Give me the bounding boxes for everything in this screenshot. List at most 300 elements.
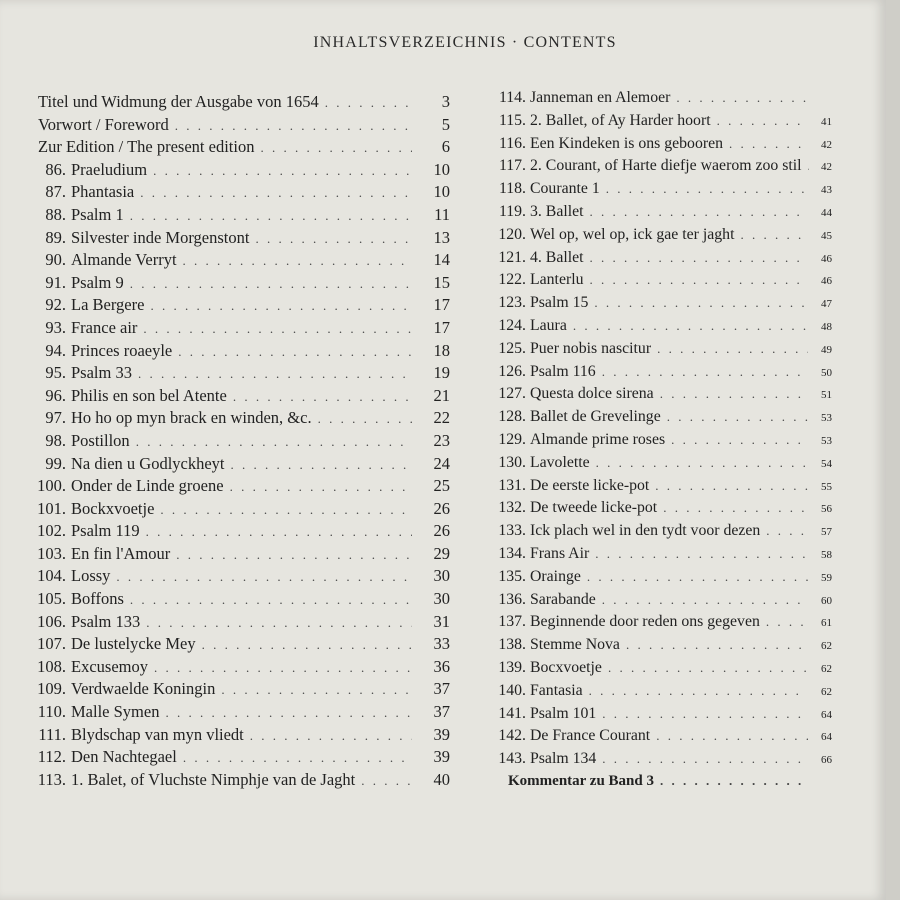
toc-entry-title: Lavolette: [530, 453, 590, 471]
toc-entry-page: 42: [821, 138, 832, 151]
toc-entry-page: 57: [821, 526, 832, 539]
toc-entry-number: 101.: [37, 498, 66, 518]
toc-entry: [20, 770, 450, 793]
toc-entry-number: 116.: [498, 134, 526, 152]
toc-entry-number: 120.: [498, 225, 526, 243]
toc-entry-title: Laura: [530, 316, 567, 334]
toc-entry-page: 46: [821, 275, 832, 288]
toc-leader-dots: [602, 706, 808, 722]
toc-entry-page: 37: [433, 679, 450, 699]
toc-entry-title: Bockxvoetje: [71, 498, 155, 518]
toc-entry-number: 99.: [45, 453, 66, 473]
toc-entry-page: 47: [821, 298, 832, 311]
toc-entry-page: 26: [433, 498, 450, 518]
toc-entry-number: 90.: [45, 250, 66, 270]
toc-entry-number: 105.: [37, 589, 66, 609]
toc-entry-number: 142.: [498, 727, 526, 745]
toc-entry: [20, 363, 450, 386]
toc-entry: [492, 203, 832, 226]
toc-entry-number: 109.: [37, 679, 66, 699]
toc-entry-title: Lanterlu: [530, 271, 584, 289]
toc-entry: [20, 295, 450, 318]
toc-entry-page: 58: [821, 548, 832, 561]
toc-entry: [20, 657, 450, 680]
page-title: INHALTSVERZEICHNIS · CONTENTS: [313, 34, 617, 51]
toc-leader-dots: [183, 253, 412, 269]
toc-entry-title: Princes roaeyle: [71, 340, 173, 360]
toc-entry-title: Sarabande: [530, 590, 596, 608]
toc-entry-title: Excusemoy: [71, 656, 148, 676]
toc-entry-page: 29: [433, 543, 450, 563]
toc-leader-dots: [660, 773, 808, 789]
toc-entry-number: 87.: [45, 182, 66, 202]
toc-leader-dots: [729, 136, 808, 152]
toc-leader-dots: [676, 90, 808, 106]
toc-leader-dots: [657, 341, 808, 357]
toc-entry-page: 53: [821, 434, 832, 447]
toc-entry-title: Bocxvoetje: [530, 658, 602, 676]
toc-entry: [20, 476, 450, 499]
toc-entry: [492, 773, 832, 796]
toc-entry: [492, 135, 832, 158]
toc-entry-number: 143.: [498, 750, 526, 768]
toc-entry-title: Philis en son bel Atente: [71, 385, 227, 405]
toc-leader-dots: [361, 773, 412, 789]
toc-entry: [492, 568, 832, 591]
toc-entry-page: 14: [433, 250, 450, 270]
toc-entry-title: Psalm 134: [530, 750, 597, 768]
toc-entry-title: Psalm 9: [71, 272, 124, 292]
toc-entry-page: 37: [433, 702, 450, 722]
toc-leader-dots: [573, 318, 808, 334]
toc-entry-page: 23: [433, 430, 450, 450]
toc-entry-title: Puer nobis nascitur: [530, 339, 652, 357]
toc-entry-page: 10: [433, 159, 450, 179]
toc-entry-title: 2. Ballet, of Ay Harder hoort: [530, 111, 711, 129]
toc-entry-title: Orainge: [530, 567, 581, 585]
toc-leader-dots: [766, 523, 808, 539]
toc-entry: [492, 408, 832, 431]
toc-leader-dots: [587, 569, 808, 585]
toc-leader-dots: [230, 479, 412, 495]
toc-entry-number: 123.: [498, 294, 526, 312]
toc-entry-number: 98.: [45, 430, 66, 450]
toc-entry-page: 26: [433, 521, 450, 541]
toc-leader-dots: [663, 500, 808, 516]
toc-entry-title: Psalm 1: [71, 204, 124, 224]
toc-entry: [492, 750, 832, 773]
toc-entry-number: 112.: [37, 747, 66, 767]
toc-entry-number: 96.: [45, 385, 66, 405]
toc-entry: [492, 522, 832, 545]
toc-entry-number: 128.: [498, 408, 526, 426]
toc-entry-title: Stemme Nova: [530, 636, 620, 654]
toc-entry-number: 104.: [37, 566, 66, 586]
toc-leader-dots: [160, 502, 412, 518]
toc-entry-number: 118.: [498, 180, 526, 198]
toc-leader-dots: [153, 163, 412, 179]
toc-entry-title: Kommentar zu Band 3: [508, 772, 654, 789]
toc-entry-number: 89.: [45, 227, 66, 247]
toc-leader-dots: [590, 250, 808, 266]
toc-entry: [492, 431, 832, 454]
toc-entry-title: Ick plach wel in den tydt voor dezen: [530, 522, 761, 540]
toc-entry-page: 54: [821, 457, 832, 470]
toc-leader-dots: [606, 181, 808, 197]
toc-leader-dots: [626, 637, 808, 653]
toc-leader-dots: [154, 660, 412, 676]
toc-entry: [20, 702, 450, 725]
toc-entry-number: 121.: [498, 248, 526, 266]
toc-entry-title: Almande prime roses: [530, 430, 666, 448]
toc-entry: [20, 318, 450, 341]
toc-entry-number: 130.: [498, 453, 526, 471]
toc-entry: [492, 340, 832, 363]
contents-right-column: [492, 89, 832, 796]
toc-entry: [492, 294, 832, 317]
toc-entry-title: De eerste licke-pot: [530, 476, 650, 494]
toc-leader-dots: [146, 615, 412, 631]
toc-entry-title: Psalm 133: [71, 611, 141, 631]
toc-entry-number: 94.: [45, 340, 66, 360]
toc-entry-title: Blydschap van myn vliedt: [71, 724, 244, 744]
toc-entry: [20, 499, 450, 522]
toc-entry-number: 135.: [498, 567, 526, 585]
toc-entry-page: 19: [433, 363, 450, 383]
toc-entry-page: 60: [821, 594, 832, 607]
toc-entry-number: 111.: [38, 724, 66, 744]
toc-leader-dots: [671, 432, 808, 448]
toc-entry-page: 3: [441, 92, 450, 111]
toc-entry-page: 62: [821, 640, 832, 653]
toc-entry-title: Titel und Widmung der Ausgabe von 1654: [38, 92, 319, 111]
toc-leader-dots: [116, 569, 412, 585]
toc-entry-title: Verdwaelde Koningin: [71, 679, 216, 699]
toc-leader-dots: [656, 728, 808, 744]
toc-entry-title: Phantasia: [71, 182, 135, 202]
toc-entry-number: 141.: [498, 704, 526, 722]
toc-leader-dots: [233, 389, 412, 405]
toc-leader-dots: [221, 682, 412, 698]
toc-entry-title: Vorwort / Foreword: [38, 114, 169, 134]
toc-entry-title: 2. Courant, of Harte diefje waerom zoo stil: [530, 157, 802, 175]
toc-entry-page: 13: [433, 227, 450, 247]
toc-entry-number: 117.: [498, 157, 526, 175]
toc-entry-number: 124.: [498, 316, 526, 334]
toc-entry-title: Psalm 33: [71, 363, 132, 383]
toc-leader-dots: [146, 524, 412, 540]
toc-entry-page: 6: [441, 137, 450, 157]
toc-entry: [492, 226, 832, 249]
toc-entry-page: 62: [821, 662, 832, 675]
toc-entry: [20, 205, 450, 228]
toc-entry: [20, 228, 450, 251]
toc-entry: [20, 182, 450, 205]
toc-entry-page: 42: [821, 161, 832, 174]
toc-entry-title: Na dien u Godlyckheyt: [71, 453, 225, 473]
toc-entry-title: Ho ho op myn brack en winden, &c.: [71, 408, 312, 428]
toc-entry-page: 22: [433, 408, 450, 428]
toc-entry-page: 50: [821, 366, 832, 379]
toc-entry-title: De tweede licke-pot: [530, 499, 658, 517]
toc-leader-dots: [667, 409, 808, 425]
toc-entry-page: 30: [433, 589, 450, 609]
toc-entry-title: Lossy: [71, 566, 111, 586]
toc-entry-title: Zur Edition / The present edition: [38, 137, 255, 157]
toc-entry-number: 125.: [498, 339, 526, 357]
toc-leader-dots: [150, 298, 412, 314]
toc-leader-dots: [590, 204, 808, 220]
toc-entry: [492, 249, 832, 272]
toc-entry-page: 11: [434, 204, 450, 224]
toc-entry-page: 39: [433, 747, 450, 767]
toc-entry-number: 106.: [37, 611, 66, 631]
toc-entry-page: 40: [433, 769, 450, 789]
toc-entry-title: Ballet de Grevelinge: [530, 408, 661, 426]
toc-leader-dots: [130, 276, 412, 292]
toc-entry-page: 31: [433, 611, 450, 631]
toc-entry-title: En fin l'Amour: [71, 543, 171, 563]
toc-entry-number: 114.: [498, 89, 526, 106]
toc-entry: [492, 682, 832, 705]
toc-entry: [492, 317, 832, 340]
toc-entry-title: Postillon: [71, 430, 130, 450]
toc-entry-title: Psalm 101: [530, 704, 597, 722]
toc-entry: [20, 521, 450, 544]
toc-leader-dots: [140, 185, 412, 201]
toc-entry-page: 49: [821, 343, 832, 356]
toc-entry-title: De France Courant: [530, 727, 651, 745]
toc-leader-dots: [589, 683, 808, 699]
toc-entry: [492, 180, 832, 203]
toc-entry-page: 64: [821, 731, 832, 744]
toc-entry-number: 108.: [37, 656, 66, 676]
toc-entry-title: Den Nachtegael: [71, 747, 177, 767]
toc-entry-title: Boffons: [71, 589, 124, 609]
toc-entry-page: 21: [433, 385, 450, 405]
toc-entry-title: 3. Ballet: [530, 202, 584, 220]
toc-entry-page: 25: [433, 476, 450, 496]
toc-leader-dots: [138, 366, 412, 382]
toc-entry-number: 102.: [37, 521, 66, 541]
toc-entry-number: 110.: [37, 702, 66, 722]
toc-entry-number: 132.: [498, 499, 526, 517]
toc-entry-number: 86.: [45, 159, 66, 179]
toc-entry-page: 24: [433, 453, 450, 473]
toc-entry: [20, 160, 450, 183]
toc-entry-number: 95.: [45, 363, 66, 383]
toc-leader-dots: [260, 140, 412, 156]
toc-entry-title: Silvester inde Morgenstont: [71, 227, 250, 247]
toc-leader-dots: [250, 728, 412, 744]
toc-entry: [492, 591, 832, 614]
toc-entry-page: 17: [433, 317, 450, 337]
toc-entry: [492, 499, 832, 522]
toc-entry: [20, 634, 450, 657]
toc-entry-page: 41: [821, 115, 832, 128]
toc-entry-number: 103.: [37, 543, 66, 563]
toc-entry-page: 18: [433, 340, 450, 360]
toc-entry-number: 97.: [45, 408, 66, 428]
toc-entry: [20, 408, 450, 431]
toc-leader-dots: [660, 386, 808, 402]
toc-leader-dots: [202, 637, 412, 653]
toc-entry-number: 129.: [498, 430, 526, 448]
toc-entry-number: 127.: [498, 385, 526, 403]
toc-entry: [492, 157, 832, 180]
toc-entry: [492, 385, 832, 408]
toc-entry-number: 91.: [45, 272, 66, 292]
toc-entry: [492, 545, 832, 568]
toc-entry: [20, 92, 450, 115]
toc-entry-title: Psalm 15: [530, 294, 589, 312]
toc-entry-number: 137.: [498, 613, 526, 631]
toc-entry: [20, 747, 450, 770]
page-edge: [886, 0, 900, 900]
toc-leader-dots: [766, 614, 808, 630]
toc-entry-page: 17: [433, 295, 450, 315]
toc-entry: [20, 386, 450, 409]
toc-entry-title: Questa dolce sirena: [530, 385, 654, 403]
toc-entry: [20, 589, 450, 612]
toc-entry-title: Beginnende door reden ons gegeven: [530, 613, 760, 631]
toc-entry-title: 4. Ballet: [530, 248, 584, 266]
toc-entry-page: 62: [821, 685, 832, 698]
toc-leader-dots: [717, 113, 808, 129]
toc-entry: [492, 636, 832, 659]
toc-leader-dots: [176, 547, 412, 563]
toc-entry-page: 53: [821, 412, 832, 425]
toc-leader-dots: [231, 457, 412, 473]
toc-leader-dots: [178, 344, 412, 360]
toc-leader-dots: [602, 592, 808, 608]
toc-entry-page: 64: [821, 708, 832, 721]
toc-entry-title: Malle Symen: [71, 702, 160, 722]
toc-entry-number: 113.: [37, 769, 66, 789]
toc-entry-title: France air: [71, 317, 138, 337]
toc-leader-dots: [602, 751, 808, 767]
toc-leader-dots: [594, 295, 808, 311]
toc-entry: [20, 115, 450, 138]
toc-entry-page: 48: [821, 320, 832, 333]
toc-leader-dots: [595, 546, 808, 562]
toc-leader-dots: [136, 434, 412, 450]
toc-entry: [492, 271, 832, 294]
toc-entry-page: 10: [433, 182, 450, 202]
toc-leader-dots: [590, 272, 808, 288]
toc-entry-title: De lustelycke Mey: [71, 634, 196, 654]
toc-leader-dots: [255, 231, 412, 247]
toc-entry-page: 15: [433, 272, 450, 292]
toc-entry-page: 39: [433, 724, 450, 744]
toc-entry-number: 119.: [498, 202, 526, 220]
toc-entry: [492, 727, 832, 750]
toc-entry: [492, 705, 832, 728]
toc-entry-number: 133.: [498, 522, 526, 540]
toc-entry-number: 100.: [37, 476, 66, 496]
toc-entry: [20, 544, 450, 567]
toc-leader-dots: [608, 660, 808, 676]
toc-entry-title: Onder de Linde groene: [71, 476, 224, 496]
toc-entry-page: 44: [821, 206, 832, 219]
toc-entry-title: Frans Air: [530, 544, 590, 562]
toc-entry: [20, 273, 450, 296]
toc-entry: [20, 454, 450, 477]
toc-entry-page: 55: [821, 480, 832, 493]
toc-entry-page: 56: [821, 503, 832, 516]
toc-entry-title: Wel op, wel op, ick gae ter jaght: [530, 225, 735, 243]
toc-entry-title: Psalm 116: [530, 362, 596, 380]
toc-entry: [492, 112, 832, 135]
toc-leader-dots: [318, 411, 412, 427]
toc-entry: [20, 566, 450, 589]
toc-entry-page: 36: [433, 656, 450, 676]
toc-leader-dots: [183, 750, 412, 766]
toc-entry: [20, 679, 450, 702]
toc-entry-page: 51: [821, 389, 832, 402]
toc-leader-dots: [130, 208, 412, 224]
toc-entry-number: 136.: [498, 590, 526, 608]
toc-entry-number: 134.: [498, 544, 526, 562]
toc-entry-title: Almande Verryt: [71, 250, 177, 270]
toc-entry: [20, 250, 450, 273]
toc-entry-page: 43: [821, 184, 832, 197]
toc-entry-number: 139.: [498, 658, 526, 676]
toc-entry: [492, 89, 832, 112]
toc-leader-dots: [130, 592, 412, 608]
toc-leader-dots: [596, 455, 808, 471]
toc-entry-title: Fantasia: [530, 681, 583, 699]
toc-entry: [20, 341, 450, 364]
toc-entry-page: 46: [821, 252, 832, 265]
toc-entry-title: Janneman en Alemoer: [530, 89, 671, 106]
toc-entry-number: 88.: [45, 204, 66, 224]
toc-entry-title: Psalm 119: [71, 521, 140, 541]
toc-entry-number: 138.: [498, 636, 526, 654]
toc-entry: [492, 363, 832, 386]
toc-entry-page: 61: [821, 617, 832, 630]
toc-entry-number: 122.: [498, 271, 526, 289]
toc-entry: [492, 477, 832, 500]
toc-entry: [20, 725, 450, 748]
toc-entry-number: 115.: [498, 111, 526, 129]
toc-entry: [492, 613, 832, 636]
toc-entry-page: 59: [821, 571, 832, 584]
toc-entry-title: La Bergere: [71, 295, 145, 315]
toc-entry-title: Een Kindeken is ons gebooren: [530, 134, 724, 152]
toc-entry-page: 33: [433, 634, 450, 654]
toc-entry-number: 93.: [45, 317, 66, 337]
toc-entry: [20, 137, 450, 160]
toc-entry-title: 1. Balet, of Vluchste Nimphje van de Jaght: [71, 769, 356, 789]
toc-leader-dots: [740, 227, 808, 243]
toc-leader-dots: [602, 364, 808, 380]
toc-entry-number: 140.: [498, 681, 526, 699]
toc-entry-title: Praeludium: [71, 159, 148, 179]
toc-entry-page: 66: [821, 754, 832, 767]
toc-entry-page: 5: [441, 114, 450, 134]
toc-entry-page: 30: [433, 566, 450, 586]
toc-leader-dots: [325, 95, 412, 111]
toc-entry: [20, 612, 450, 635]
toc-leader-dots: [165, 705, 412, 721]
toc-leader-dots: [143, 321, 412, 337]
toc-entry: [20, 431, 450, 454]
toc-entry: [492, 454, 832, 477]
toc-entry-title: Courante 1: [530, 180, 600, 198]
toc-entry-number: 131.: [498, 476, 526, 494]
toc-entry: [492, 659, 832, 682]
